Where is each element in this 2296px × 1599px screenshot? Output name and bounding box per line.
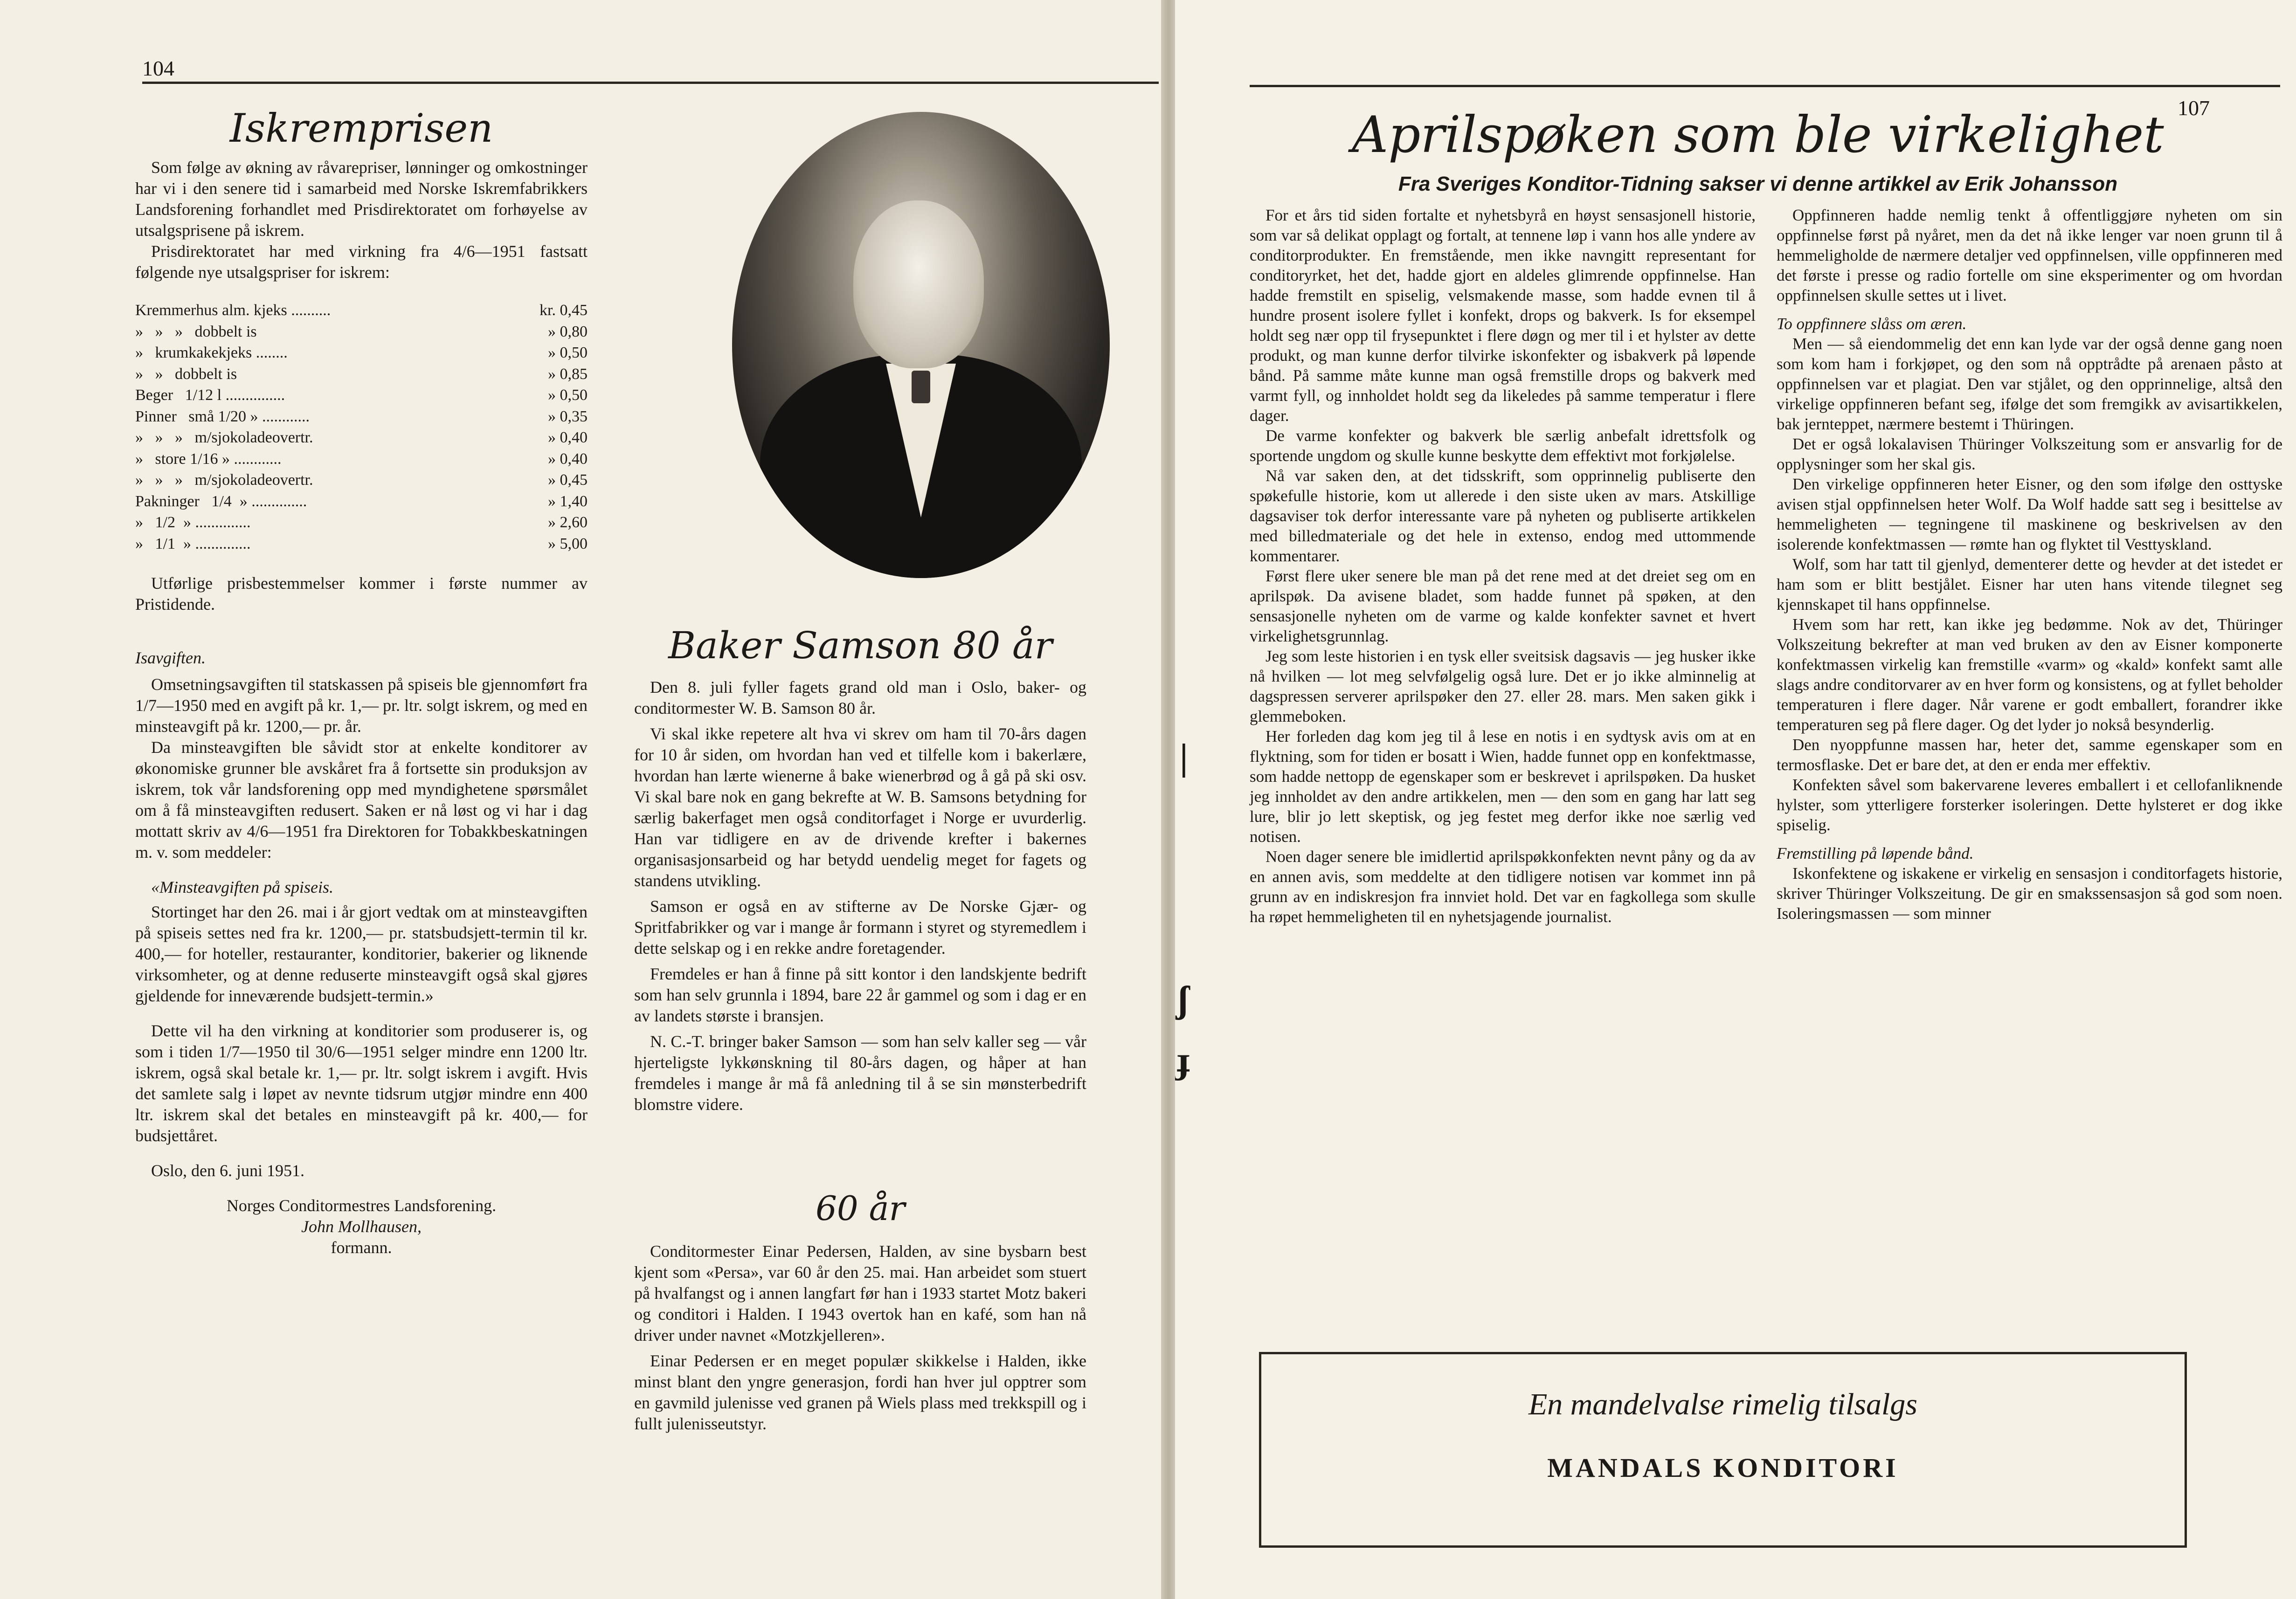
price-value: » 0,85 (548, 365, 588, 383)
price-value: » 0,35 (548, 407, 588, 425)
article-headline: Aprilspøken som ble virkelighet (1352, 106, 2164, 164)
price-value: kr. 0,45 (539, 302, 588, 319)
col1-para-4: Først flere uker senere ble man på det rene med at det dreiet seg om en aprilspøk. Da avisene bladet, som hadde funnet på spøken, at den sensasjonelle nyheten om de varme og kalde konfekter savnet et hvert virkelighetsgrunnlag. (1250, 567, 1756, 645)
price-label: » 1/1 » .............. (135, 535, 251, 552)
col1-para-7: Noen dager senere ble imidlertid aprilspøkkonfekten nevnt påny og da av en annen avis, som meddelte at den tidligere notisen var kommet inn på grunn av en indiskresjon fra innviet hold. Det var en fagkollega som skulle ha røpet hemmeligheten til en nyhetsjagende journalist. (1250, 848, 1756, 926)
col2-para-b5: Hvem som har rett, kan ikke jeg bedømme. Nok av det, Thüringer Volkszeitung bekrefter at man ved bruken av den av Eisner komponerte konfektmassen virkelig kan fremstille «varm» og «kald» konfekt samt alle slags andre conditorvarer av en hver form og konsistens, og at fyllet beholder temperaturen i flere dager. Når varene er godt emballert, forandrer ikke temperaturen seg på flere dager. Og det lyder jo nokså besynderlig. (1777, 615, 2282, 734)
price-value: » 1,40 (548, 492, 588, 510)
isavgiften-para-2: Da minsteavgiften ble såvidt stor at enkelte konditorer av økonomiske grunner ble avskåret fra å fortsette sin produksjon av iskrem, tok vår landsforening opp med myndighetene spørsmålet om å få minsteavgiften redusert. Saken er nå løst og vi har i dag mottatt skriv av 4/6—1951 fra Direktoren for Tobakkbeskatningen m. v. som meddeler: (135, 738, 588, 862)
col1-para-3: Nå var saken den, at det tidsskrift, som opprinnelig publiserte den spøkefulle historie, kom ut allerede i den siste uken av mars. Atskillige dagsaviser tok derfor interessante vare på nyheten og publiserte artikkelen med billedmateriale og det hele in extenso, endog med uttommende kommentarer. (1250, 467, 1756, 565)
price-row (135, 491, 588, 512)
col1-para-2: De varme konfekter og bakverk ble særlig anbefalt idrettsfolk og sportende ungdom og skulle kunne beskytte dem effektivt mot forkjølelse. (1250, 427, 1756, 465)
col1-para-5: Jeg som leste historien i en tysk eller sveitsisk dagsavis — jeg husker ikke nå hvilken — lot meg selvfølgelig også lure. Det er jo ikke alminnelig at dagspressen serverer aprilspøker den 27. eller 28. mars. Men saken gikk i glemmeboken. (1250, 647, 1756, 725)
samson-para-2: Vi skal ikke repetere alt hva vi skrev om ham til 70-års dagen for 10 år siden, om hvordan han ved et tilfelle kom i bakerlære, hvordan han lærte wienerne å bake wienerbrød og å gå på ski osv. Vi skal bare nok en gang bekrefte at W. B. Samsons betydning for særlig bakerfaget men også conditorfaget i Norge er uvurderlig. Han var tidligere en av de drivende krefter i bakernes organisasjonsarbeid og har betydd uendelig meget for fagets og standens utvikling. (634, 724, 1086, 890)
price-label: » » » m/sjokoladeovertr. (135, 429, 313, 446)
advertisement-box (1259, 1352, 2187, 1548)
pedersen-para-2: Einar Pedersen er en meget populær skikkelse i Halden, ikke minst blant den yngre generasjon, fordi han hver jul opptrer som en gavmild julenisse ved granen på Wiels plass med trekkspill og i fullt julenisseutstyr. (634, 1351, 1086, 1433)
price-label: Kremmerhus alm. kjeks .......... (135, 302, 331, 319)
samson-article (634, 620, 1086, 1434)
header-rule-right (1250, 85, 2280, 87)
portrait-photo-samson (732, 112, 1110, 578)
price-value: » 0,50 (548, 344, 588, 361)
samson-para-3: Samson er også en av stifterne av De Norske Gjær- og Spritfabrikker og var i mange år formann i styret og styremedlem i dette selskap og i en rekke andre foretagender. (634, 897, 1086, 958)
ad-slogan: En mandelvalse rimelig tilsalgs (1528, 1387, 1918, 1421)
price-value: » 0,40 (548, 450, 588, 468)
price-label: Pinner små 1/20 » ............ (135, 407, 310, 425)
price-row (135, 533, 588, 555)
price-label: Beger 1/12 l ............... (135, 386, 285, 404)
article-column-1 (1250, 205, 1756, 927)
minsteavgiften-para: Stortinget har den 26. mai i år gjort vedtak om at minsteavgiften på spiseis settes ned fra kr. 1200,— pr. statsbudsjett-termin til kr. 400,— for hoteller, restauranter, konditorier, bakerier og liknende virksomheter, og at denne reduserte minsteavgift også skal gjøres gjeldende for inneværende budsjett-termin.» (135, 903, 588, 1005)
price-row (135, 300, 588, 321)
col2-para-b2: Det er også lokalavisen Thüringer Volkszeitung som er ansvarlig for de opplysninger som her skal gis. (1777, 435, 2282, 473)
price-row (135, 406, 588, 427)
iskrem-after-list: Utførlige prisbestemmelser kommer i første nummer av Pristidende. (135, 574, 588, 613)
margin-mark: | (1180, 737, 1188, 778)
samson-para-4: Fremdeles er han å finne på sitt kontor i den landskjente bedrift som han selv grunnla i 1894, bare 22 år gammel og som i dag er en av landets største i bransjen. (634, 965, 1086, 1025)
price-row (135, 342, 588, 364)
price-label: » store 1/16 » ............ (135, 450, 282, 468)
subhead-to-oppfinnere: To oppfinnere slåss om æren. (1777, 315, 1967, 333)
price-label: » krumkakekjeks ........ (135, 344, 288, 361)
page-number-left: 104 (142, 56, 174, 80)
col2-para-b6: Den nyoppfunne massen har, heter det, samme egenskaper som en termosflaske. Det er bare det, at den er enda mer effektiv. (1777, 736, 2282, 774)
price-label: » » » m/sjokoladeovertr. (135, 471, 313, 489)
page-number-right: 107 (2178, 96, 2210, 120)
price-row (135, 385, 588, 406)
samson-para-1: Den 8. juli fyller fagets grand old man i Oslo, baker- og conditormester W. B. Samson 80 år. (634, 678, 1086, 717)
pedersen-title: 60 år (816, 1189, 905, 1228)
subhead-fremstilling: Fremstilling på løpende bånd. (1777, 844, 1974, 862)
isavgiften-para-1: Omsetningsavgiften til statskassen på spiseis ble gjennomført fra 1/7—1950 med en avgift på kr. 1,— pr. ltr. solgt iskrem, og med en minsteavgift på kr. 1200,— pr. år. (135, 675, 588, 736)
samson-title: Baker Samson 80 år (668, 624, 1052, 667)
iskrem-title: Iskremprisen (229, 105, 493, 151)
price-row (135, 364, 588, 385)
price-label: » 1/2 » .............. (135, 514, 251, 531)
col2-para-b3: Den virkelige oppfinneren heter Eisner, og den som ifølge den osttyske avisen stjal oppfinnelsen heter Wolf. Da Wolf hadde satt seg i besittelse av hemmeligheten — tegningene til maskinene og beskrivelsen av den isolerende konfektmassen — rømte han og flyktet til Vesttyskland. (1777, 475, 2282, 553)
iskrem-article (135, 103, 588, 1258)
col2-para-b7: Konfekten såvel som bakervarene leveres emballert i et cellofanliknende hylster, som ytterligere forsterker isoleringen. Dette hylsteret er dog ikke spiselig. (1777, 776, 2282, 834)
iskrem-intro-2: Prisdirektoratet har med virkning fra 4/6—1951 fastsatt følgende nye utsalgspriser for iskrem: (135, 242, 588, 282)
price-list (135, 300, 588, 554)
subhead-minsteavgiften: «Minsteavgiften på spiseis. (151, 878, 333, 896)
price-label: » » » dobbelt is (135, 323, 257, 340)
price-row (135, 512, 588, 533)
organisation: Norges Conditormestres Landsforening. (226, 1196, 497, 1215)
article-column-2 (1777, 205, 2282, 924)
signer-title: formann. (331, 1238, 392, 1257)
article-subtitle: Fra Sveriges Konditor-Tidning sakser vi denne artikkel av Erik Johansson (1398, 172, 2118, 195)
price-label: » » dobbelt is (135, 365, 237, 383)
col2-para-c: Iskonfektene og iskakene er virkelig en sensasjon i conditorfagets historie, skriver Thüringer Volkszeitung. De gir en smakssensasjon så god som noen. Isoleringsmassen — som minner (1777, 864, 2282, 923)
margin-mark: ɟ (1177, 1040, 1190, 1081)
samson-para-5: N. C.-T. bringer baker Samson — som han selv kaller seg — vår hjerteligste lykkønskning til 80-års dagen, og håper at han fremdeles i mange år må få anledning til å se sin mønsterbedrift blomstre videre. (634, 1032, 1086, 1114)
header-rule-left (142, 82, 1159, 84)
price-value: » 0,45 (548, 471, 588, 489)
price-value: » 5,00 (548, 535, 588, 552)
col1-para-6: Her forleden dag kom jeg til å lese en notis i en sydtysk avis om at en flyktning, som for tiden er bosatt i Wien, hadde funnet opp en konfektmasse, som hadde nettopp de egenskaper som er beskrevet i aprilspøken. Da husket jeg innholdet av den andre artikkelen, men — den som en gang har latt seg lure, blir jo lett skeptisk, og jeg festet meg derfor ikke noe særlig ved notisen. (1250, 727, 1756, 846)
price-row (135, 427, 588, 448)
price-label: Pakninger 1/4 » .............. (135, 492, 307, 510)
col2-para-a: Oppfinneren hadde nemlig tenkt å offentliggjøre nyheten om sin oppfinnelse først på nyåret, men da det nå ikke lenger var noen grunn til å hemmeligholde de nærmere detaljer ved oppfinnelsen, ville oppfinneren med det første i presse og radio fortelle om sine eksperimenter og om hvordan oppfinnelsen skulle settes ut i livet. (1777, 206, 2282, 304)
col1-para-1: For et års tid siden fortalte et nyhetsbyrå en høyst sensasjonell historie, som var så delikat opplagt og fortalt, at tennene løp i vann hos alle yndere av conditorprodukter. En fremstående, men ikke navngitt representant for conditoryrket, het det, hadde gjort en aldeles glimrende oppfinnelse. Han hadde fremstilt en spiselig, velsmakende masse, som hadde evnen til å hundre prosent isolere fyllet i konfekt, drops og bakverk. Is for eksempel holdt seg nær opp til frysepunktet i flere døgn og mer til i et hylster av dette produkt, og man kunne derfor tilvirke iskonfekter og isbakverk på løpende bånd. På samme måte kunne man også fremstille drops og bakverk med varmt fyll, og innholdet holdt seg da likeledes på samme temperatur i flere dager. (1250, 206, 1756, 425)
col2-para-b4: Wolf, som har tatt til gjenlyd, dementerer dette og hevder at det istedet er ham som er blitt bestjålet. Eisner har uten hans vitende tilegnet seg kjennskapet til hans oppfinnelse. (1777, 555, 2282, 613)
signer-name: John Mollhausen, (301, 1217, 422, 1236)
price-value: » 0,50 (548, 386, 588, 404)
dateline: Oslo, den 6. juni 1951. (151, 1161, 304, 1180)
col2-para-b1: Men — så eiendommelig det enn kan lyde var der også denne gang noen som kom ham i forkjøpet, og den som nå opptrådte på arenaen påsto at oppfinnelsen var et plagiat. Den var stjålet, og den opprinnelige, altså den virkelige oppfinneren befant seg, ifølge det som fremgikk av avisartikkelen, bak jernteppet, nærmere bestemt i Thüringen. (1777, 335, 2282, 433)
iskrem-closing: Dette vil ha den virkning at konditorier som produserer is, og som i tiden 1/7—1950 til 30/6—1951 selger mindre enn 1200 ltr. iskrem, også skal betale kr. 1,— pr. ltr. solgt iskrem i avgift. Hvis det samlete salg i løpet av nevnte tidsrum utgjør mindre enn 400 ltr. iskrem skal det betales en minsteavgift på kr. 400,— for budsjettåret. (135, 1021, 588, 1145)
margin-mark: ʃ (1177, 979, 1189, 1020)
price-row (135, 321, 588, 343)
iskrem-intro-1: Som følge av økning av råvarepriser, lønninger og omkostninger har vi i den senere tid i samarbeid med Norske Iskremfabrikkers Landsforening forhandlet med Prisdirektoratet om forhøyelse av utsalgsprisene på iskrem. (135, 158, 588, 240)
right-page (1175, 0, 2296, 1599)
price-value: » 0,80 (548, 323, 588, 340)
pedersen-para-1: Conditormester Einar Pedersen, Halden, av sine bysbarn best kjent som «Persa», var 60 år den 25. mai. Han arbeidet som stuert på hvalfangst og i annen langfart før han i 1933 startet Motz bakeri og conditori i Halden. I 1943 overtok han en kafé, som han nå driver under navnet «Motzkjelleren». (634, 1242, 1086, 1344)
ad-company: MANDALS KONDITORI (1547, 1453, 1899, 1483)
price-value: » 2,60 (548, 514, 588, 531)
price-row (135, 448, 588, 470)
price-value: » 0,40 (548, 429, 588, 446)
subhead-isavgiften: Isavgiften. (135, 648, 206, 667)
price-row (135, 469, 588, 491)
